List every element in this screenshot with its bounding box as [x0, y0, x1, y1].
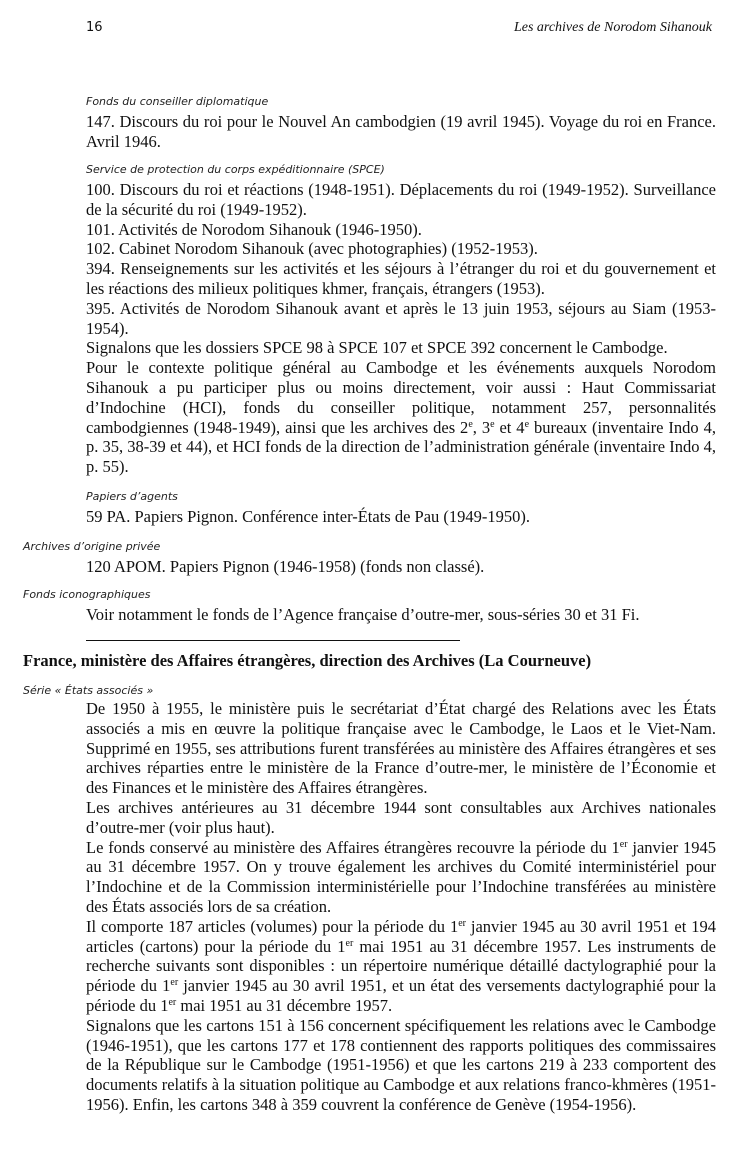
paragraph-history: De 1950 à 1955, le ministère puis le secrétariat d’État chargé des Relations avec les États associés a mis en œuvre la politique française avec le Cambodge, le Laos et le Viet-Nam. Supprimé en 1955, ses attributions furent transférées au ministère des Affaires étrangères et ses archives réparties entre le ministère de la France d’outre-mer, le ministère de l’Économie et des Finances et le ministère des Affaires étrangères. — [86, 699, 716, 798]
archive-entry: 101. Activités de Norodom Sihanouk (1946-1950). — [86, 219, 422, 239]
serie-label: Série « États associés » — [23, 684, 154, 697]
section-label-iconographiques: Fonds iconographiques — [23, 588, 151, 601]
archive-entry: 102. Cabinet Norodom Sihanouk (avec photographies) (1952-1953). — [86, 239, 538, 259]
section-body-iconographiques — [86, 605, 716, 625]
archive-entry: 394. Renseignements sur les activités et les séjours à l’étranger du roi et du gouvernement et les réactions des milieux politiques khmer, français, étrangers (1953). — [86, 259, 716, 298]
ministry-body — [86, 699, 716, 1115]
archive-entry: Voir notamment le fonds de l’Agence française d’outre-mer, sous-séries 30 et 31 Fi. — [86, 605, 640, 624]
section-label-papiers-agents: Papiers d’agents — [86, 490, 178, 503]
archive-entry: 147. Discours du roi pour le Nouvel An cambodgien (19 avril 1945). Voyage du roi en France. Avril 1946. — [86, 112, 716, 151]
archive-entry: 59 PA. Papiers Pignon. Conférence inter-États de Pau (1949-1950). — [86, 507, 531, 526]
section-divider — [86, 640, 460, 641]
section-label-conseiller-diplomatique: Fonds du conseiller diplomatique — [86, 95, 269, 108]
section-label-spce: Service de protection du corps expéditionnaire (SPCE) — [86, 163, 385, 176]
running-title: Les archives de Norodom Sihanouk — [513, 20, 712, 35]
section-label-origine-privee: Archives d’origine privée — [23, 540, 161, 553]
archive-entry: 395. Activités de Norodom Sihanouk avant et après le 13 juin 1953, séjours au Siam (1953-1954). — [86, 298, 716, 338]
section-body-papiers-agents — [86, 507, 716, 527]
paragraph-prior-archives: Les archives antérieures au 31 décembre 1944 sont consultables aux Archives nationales d’outre-mer (voir plus haut). — [86, 797, 716, 837]
archive-entry: 100. Discours du roi et réactions (1948-1951). Déplacements du roi (1949-1952). Surveillance de la sécurité du roi (1949-1952). — [86, 180, 716, 219]
ministry-heading: France, ministère des Affaires étrangères, direction des Archives (La Courneuve) — [23, 651, 592, 670]
archive-entry: 120 APOM. Papiers Pignon (1946-1958) (fonds non classé). — [86, 557, 485, 576]
context-paragraph: Pour le contexte politique général au Cambodge et les événements auxquels Norodom Sihanouk a pu participer plus ou moins directement, voir aussi : Haut Commissariat d’Indochine (HCI), fonds du conseiller politique, notamment 257, personnalités cambodgiennes (1948-1949), ainsi que les archives des 2e, 3e et 4e bureaux (inventaire Indo 4, p. 35, 38-39 et 44), et HCI fonds de la direction de l’administration générale (inventaire Indo 4, p. 55). — [86, 358, 716, 477]
paragraph-cartons: Signalons que les cartons 151 à 156 concernent spécifiquement les relations avec le Cambodge (1946-1951), que les cartons 177 et 178 contiennent des rapports politiques des commissaires de la République sur le Cambodge (1951-1956) et que les cartons 219 à 233 comportent des documents relatifs à la situation politique au Cambodge et aux relations franco-khmères (1951-1956). Enfin, les cartons 348 à 359 couvrent la conférence de Genève (1954-1956). — [86, 1015, 716, 1114]
section-body-conseiller-diplomatique — [86, 112, 716, 152]
paragraph-fonds: Le fonds conservé au ministère des Affaires étrangères recouvre la période du 1er janvier 1945 au 31 décembre 1957. On y trouve également les archives du Comité interministériel pour l’Indochine et de la Commission interministérielle pour l’Indochine transférées au ministère des États associés lors de sa création. — [86, 837, 716, 916]
paragraph-articles: Il comporte 187 articles (volumes) pour la période du 1er janvier 1945 au 30 avril 1951 et 194 articles (cartons) pour la période du 1er mai 1951 au 31 décembre 1957. Les instruments de recherche suivants sont disponibles : un répertoire numérique détaillé dactylographié pour la période du 1er janvier 1945 au 30 avril 1951, et un état des versements dactylographié pour la période du 1er mai 1951 au 31 décembre 1957. — [86, 916, 716, 1015]
note-paragraph: Signalons que les dossiers SPCE 98 à SPCE 107 et SPCE 392 concernent le Cambodge. — [86, 338, 668, 358]
section-body-origine-privee — [86, 557, 716, 577]
page-number: 16 — [86, 20, 103, 35]
section-body-spce — [86, 180, 716, 477]
